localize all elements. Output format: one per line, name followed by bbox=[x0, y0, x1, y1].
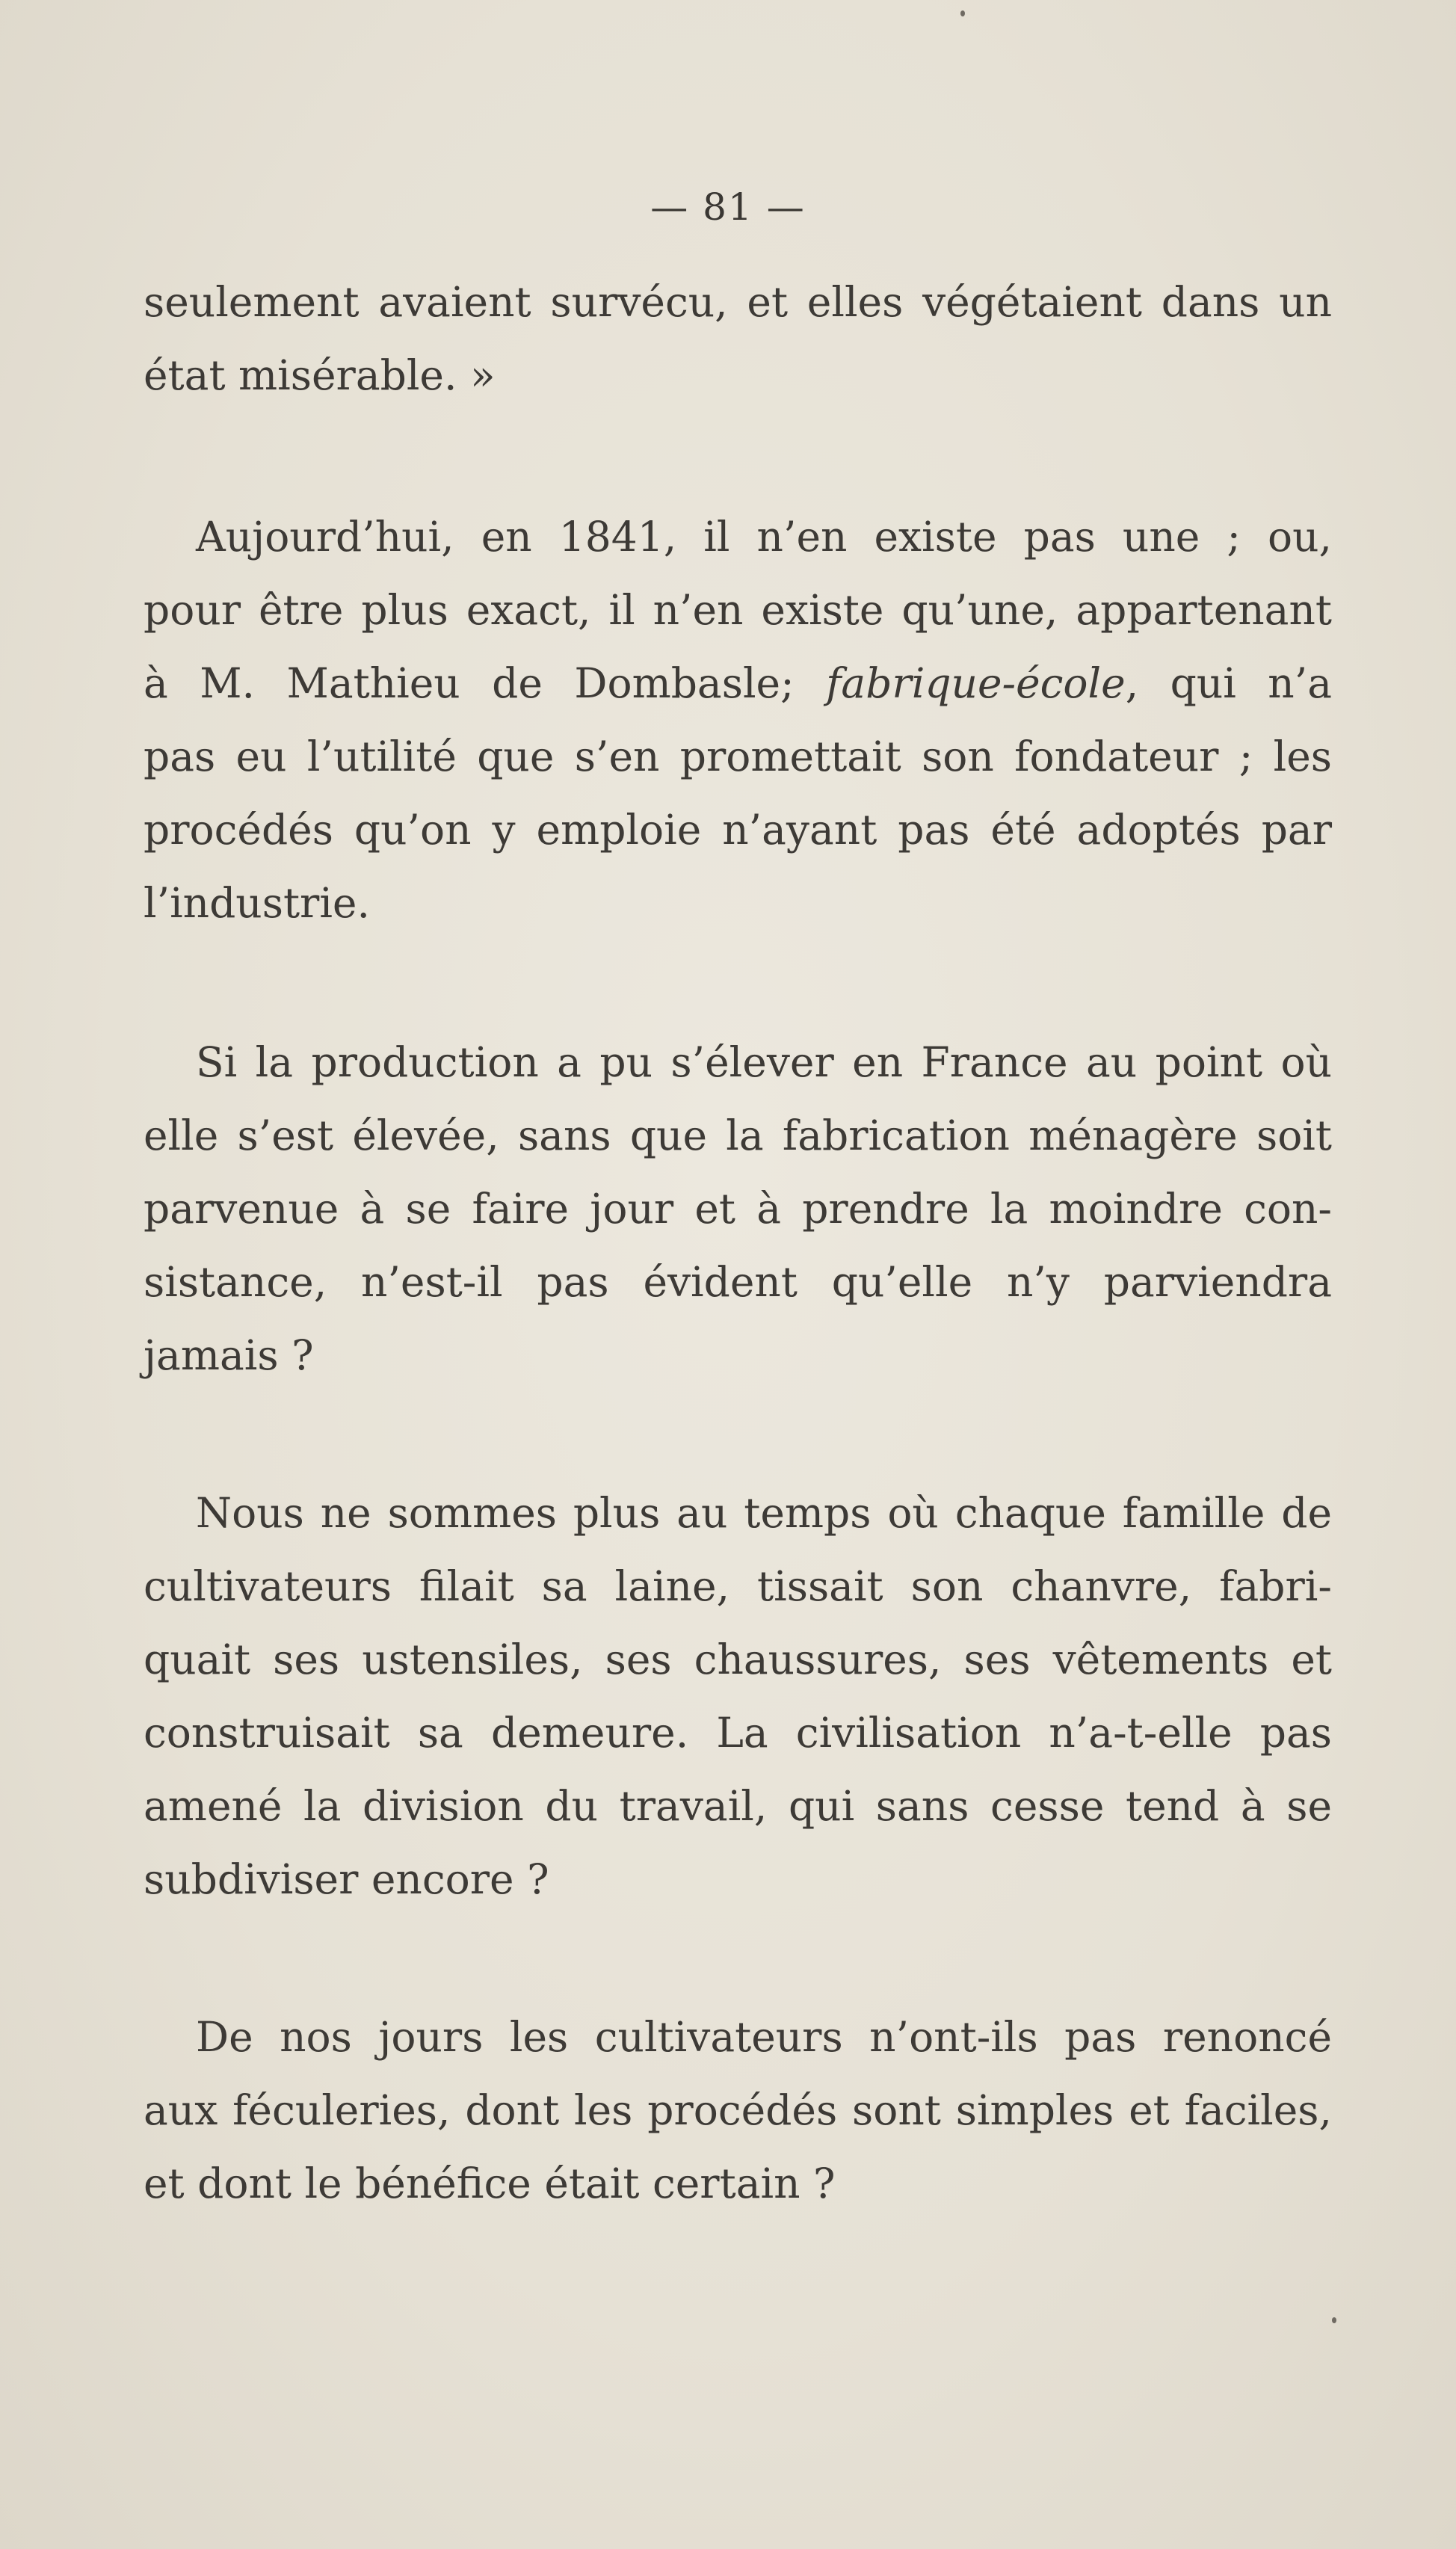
page-number-header: — 81 — bbox=[650, 185, 806, 229]
paragraph-3 bbox=[144, 1026, 1332, 1392]
text-line: l’industrie. bbox=[144, 879, 370, 927]
text-line-with-italic bbox=[144, 647, 1332, 720]
text-line: amené la division du travail, qui sans cesse tend à se bbox=[144, 1782, 1332, 1830]
ink-speck bbox=[960, 10, 965, 16]
text-line: construisait sa demeure. La civilisation n’a-t-elle pas bbox=[144, 1709, 1332, 1757]
paragraph-1 bbox=[144, 265, 1332, 412]
text-line: parvenue à se faire jour et à prendre la moindre con- bbox=[144, 1185, 1332, 1233]
text-line: elle s’est élevée, sans que la fabrication ménagère soit bbox=[144, 1112, 1332, 1159]
text-line: aux féculeries, dont les procédés sont simples et faciles, bbox=[144, 2086, 1332, 2134]
text-line: et dont le bénéfice était certain ? bbox=[144, 2160, 836, 2207]
text-segment: , qui n’a bbox=[1125, 659, 1332, 707]
text-line: sistance, n’est-il pas évident qu’elle n’y parviendra bbox=[144, 1258, 1332, 1306]
text-line: cultivateurs filait sa laine, tissait son chanvre, fabri- bbox=[144, 1562, 1332, 1610]
text-line: jamais ? bbox=[144, 1331, 314, 1379]
text-segment: à M. Mathieu de Dombasle; bbox=[144, 659, 827, 707]
text-line: seulement avaient survécu, et elles végétaient dans un bbox=[144, 278, 1332, 326]
ink-speck bbox=[1332, 2317, 1336, 2323]
paragraph-2 bbox=[144, 500, 1332, 940]
text-line: quait ses ustensiles, ses chaussures, ses vêtements et bbox=[144, 1636, 1332, 1683]
text-line: Si la production a pu s’élever en France au point où bbox=[196, 1038, 1332, 1086]
paragraph-5 bbox=[144, 2000, 1332, 2220]
text-line: pas eu l’utilité que s’en promettait son fondateur ; les bbox=[144, 733, 1332, 780]
italic-term: fabrique-école bbox=[826, 659, 1126, 707]
text-line: procédés qu’on y emploie n’ayant pas été adoptés par bbox=[144, 806, 1332, 854]
text-line: Aujourd’hui, en 1841, il n’en existe pas une ; ou, bbox=[196, 513, 1332, 561]
text-line: Nous ne sommes plus au temps où chaque famille de bbox=[196, 1489, 1332, 1537]
text-line: pour être plus exact, il n’en existe qu’une, appartenant bbox=[144, 586, 1332, 634]
text-line: De nos jours les cultivateurs n’ont-ils pas renoncé bbox=[196, 2013, 1332, 2061]
text-line: subdiviser encore ? bbox=[144, 1855, 549, 1903]
paragraph-4 bbox=[144, 1476, 1332, 1916]
text-line: état misérable. » bbox=[144, 351, 496, 399]
